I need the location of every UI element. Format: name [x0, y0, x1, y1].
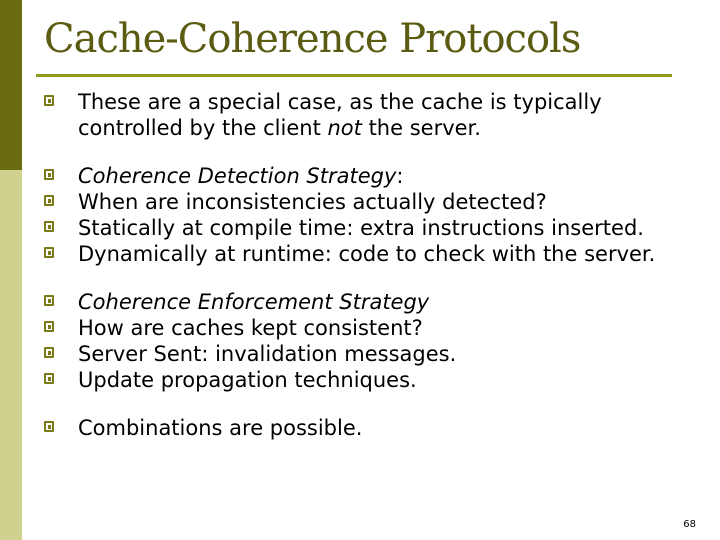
bullet-square-icon — [44, 247, 54, 258]
bullet-text: Statically at compile time: extra instructions inserted. — [78, 216, 644, 240]
left-decoration-bar — [0, 0, 22, 540]
bullet-square-icon — [44, 221, 54, 232]
bullet-item — [42, 367, 682, 393]
bullet-square-icon — [44, 169, 54, 180]
bullet-text: Server Sent: invalidation messages. — [78, 342, 457, 366]
bullet-text: the server. — [361, 116, 481, 140]
bullet-text: Dynamically at runtime: code to check with the server. — [78, 242, 656, 266]
bullet-square-icon — [44, 195, 54, 206]
bullet-item — [42, 289, 682, 315]
bullet-item — [42, 189, 682, 215]
bullet-item — [42, 341, 682, 367]
bullet-square-icon — [44, 347, 54, 358]
bullet-colon: : — [396, 164, 404, 188]
bullet-emphasis: not — [327, 116, 362, 140]
bullet-heading: Coherence Enforcement Strategy — [78, 290, 430, 314]
bullet-text: How are caches kept consistent? — [78, 316, 423, 340]
bullet-square-icon — [44, 321, 54, 332]
bullet-square-icon — [44, 295, 54, 306]
bullet-item — [42, 163, 682, 189]
bullet-text: When are inconsistencies actually detected? — [78, 190, 547, 214]
bullet-square-icon — [44, 373, 54, 384]
page-number: 68 — [683, 519, 696, 530]
bullet-heading: Coherence Detection Strategy — [78, 164, 397, 188]
bullet-list — [42, 84, 682, 441]
title-underline — [36, 74, 672, 77]
bullet-square-icon — [44, 95, 54, 106]
bullet-item — [42, 315, 682, 341]
bullet-item — [42, 241, 682, 267]
bullet-item — [42, 89, 682, 141]
bullet-item — [42, 215, 682, 241]
bullet-text: These are a special case, as the cache is typically controlled by the client — [78, 90, 602, 140]
left-decoration-bar-dark — [0, 0, 22, 170]
bullet-square-icon — [44, 421, 54, 432]
bullet-item — [42, 415, 682, 441]
slide-title: Cache-Coherence Protocols — [44, 16, 581, 62]
bullet-text: Combinations are possible. — [78, 416, 363, 440]
bullet-text: Update propagation techniques. — [78, 368, 417, 392]
